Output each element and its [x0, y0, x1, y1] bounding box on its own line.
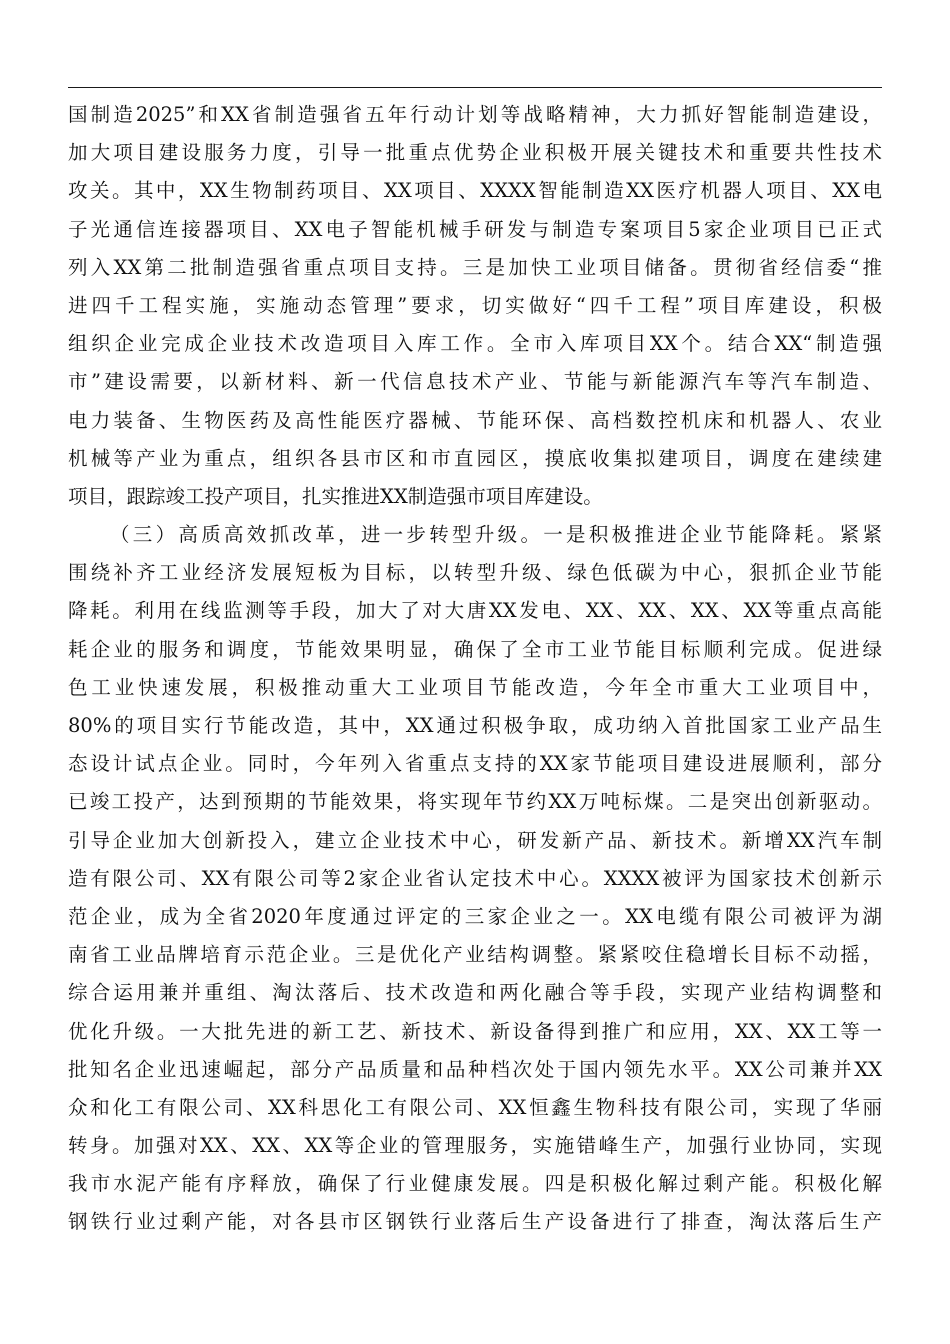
document-body [68, 96, 882, 1242]
text-line: 态设计试点企业。同时，今年列入省重点支持的XX家节能项目建设进展顺利，部分 [68, 752, 882, 776]
text-line: 引导企业加大创新投入，建立企业技术中心，研发新产品、新技术。新增XX汽车制 [68, 828, 882, 852]
text-line: 转身。加强对XX、XX、XX等企业的管理服务，实施错峰生产，加强行业协同，实现 [68, 1134, 882, 1158]
text-line: 进四千工程实施，实施动态管理”要求，切实做好“四千工程”项目库建设，积极 [68, 293, 882, 317]
text-line: 80%的项目实行节能改造，其中，XX通过积极争取，成功纳入首批国家工业产品生 [68, 714, 882, 737]
text-line: 已竣工投产，达到预期的节能效果，将实现年节约XX万吨标煤。二是突出创新驱动。 [68, 790, 882, 814]
text-line: 我市水泥产能有序释放，确保了行业健康发展。四是积极化解过剩产能。积极化解 [68, 1172, 882, 1196]
text-line: 钢铁行业过剩产能，对各县市区钢铁行业落后生产设备进行了排查，淘汰落后生产 [68, 1210, 882, 1234]
text-line: 众和化工有限公司、XX科思化工有限公司、XX恒鑫生物科技有限公司，实现了华丽 [68, 1095, 882, 1119]
text-line: 范企业，成为全省2020年度通过评定的三家企业之一。XX电缆有限公司被评为湖 [68, 904, 882, 928]
text-line: 子光通信连接器项目、XX电子智能机械手研发与制造专案项目5家企业项目已正式 [68, 217, 882, 241]
header-rule [68, 87, 882, 88]
text-line: 机械等产业为重点，组织各县市区和市直园区，摸底收集拟建项目，调度在建续建 [68, 446, 882, 470]
paragraph-first-line: （三）高质高效抓改革，进一步转型升级。一是积极推进企业节能降耗。紧紧 [110, 523, 882, 547]
text-line: 综合运用兼并重组、淘汰落后、技术改造和两化融合等手段，实现产业结构调整和 [68, 981, 882, 1005]
text-line: 列入XX第二批制造强省重点项目支持。三是加快工业项目储备。贯彻省经信委“推 [68, 255, 882, 279]
text-line: 项目，跟踪竣工投产项目，扎实推进XX制造强市项目库建设。 [68, 484, 603, 508]
text-line: 国制造2025”和XX省制造强省五年行动计划等战略精神，大力抓好智能制造建设， [68, 103, 882, 126]
text-line: 批知名企业迅速崛起，部分产品质量和品种档次处于国内领先水平。XX公司兼并XX [68, 1057, 882, 1081]
text-line: 攻关。其中，XX生物制药项目、XX项目、XXXX智能制造XX医疗机器人项目、XX电 [68, 179, 882, 203]
text-line: 组织企业完成企业技术改造项目入库工作。全市入库项目XX个。结合XX“制造强 [68, 332, 882, 356]
text-line: 南省工业品牌培育示范企业。三是优化产业结构调整。紧紧咬住稳增长目标不动摇， [68, 943, 882, 967]
text-line: 耗企业的服务和调度，节能效果明显，确保了全市工业节能目标顺利完成。促进绿 [68, 637, 882, 661]
text-line: 围绕补齐工业经济发展短板为目标，以转型升级、绿色低碳为中心，狠抓企业节能 [68, 561, 882, 585]
text-line: 加大项目建设服务力度，引导一批重点优势企业积极开展关键技术和重要共性技术 [68, 141, 882, 165]
text-line: 造有限公司、XX有限公司等2家企业省认定技术中心。XXXX被评为国家技术创新示 [68, 866, 882, 890]
text-line: 市”建设需要，以新材料、新一代信息技术产业、节能与新能源汽车等汽车制造、 [68, 370, 882, 394]
text-line: 优化升级。一大批先进的新工艺、新技术、新设备得到推广和应用，XX、XX工等一 [68, 1019, 882, 1043]
text-line: 色工业快速发展，积极推动重大工业项目节能改造，今年全市重大工业项目中， [68, 675, 882, 699]
text-line: 降耗。利用在线监测等手段，加大了对大唐XX发电、XX、XX、XX、XX等重点高能 [68, 599, 882, 623]
text-line: 电力装备、生物医药及高性能医疗器械、节能环保、高档数控机床和机器人、农业 [68, 408, 882, 432]
